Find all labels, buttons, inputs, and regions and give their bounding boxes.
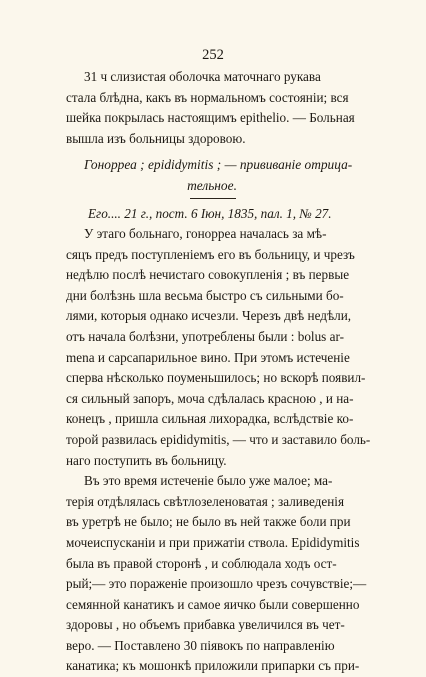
text-line: торой развилась epididymitis, — что и заставило боль- <box>66 431 371 447</box>
text-line: канатика; къ мошонкѣ приложили припарки съ при- <box>66 658 360 674</box>
text-line: веро. — Поставлено 30 піявокъ по направленію <box>66 637 335 653</box>
text-line: недѣлю послѣ нечистаго совокупленія ; въ первые <box>66 267 350 283</box>
text-line: конецъ , пришла сильная лихорадка, вслѣдствіе ко- <box>66 411 354 427</box>
text-line: рый;— это пораженіе произошло чрезъ сочувствіе;— <box>66 576 367 592</box>
case-header <box>88 204 360 225</box>
text-line: шейка покрылась настоящимъ epithelio. — Больная <box>66 110 355 126</box>
text-line: наго поступить въ больницу. <box>66 452 227 468</box>
text-line: была въ правой сторонѣ , и соблюдала ходъ ост- <box>66 555 337 571</box>
text-line: отъ начала болѣзни, употреблены были : bolus ar- <box>66 328 344 344</box>
text-line: терія отдѣлялась свѣтлозеленоватая ; заливеденія <box>66 493 345 509</box>
text-line: мочеиспусканіи и при прижатіи ствола. Epididymitis <box>66 534 360 550</box>
text-line: ся сильный запоръ, моча сдѣлалась красною , и на- <box>66 390 354 406</box>
text-line: mena и сарсапарильное вино. При этомъ истеченіе <box>66 349 350 365</box>
heading-line: тельное. <box>187 177 237 193</box>
text-line: лями, которыя однако исчезли. Черезъ двѣ недѣли, <box>66 308 352 324</box>
case-body <box>66 224 371 677</box>
heading-line: Гонорреа ; epididymitis ; — прививаніе отрица- <box>84 157 353 172</box>
text-line: въ уретрѣ не было; не было въ ней также боли при <box>66 514 351 530</box>
text-line: семянной канатикъ и самое яичко были совершенно <box>66 596 360 612</box>
text-line: Въ это время истеченіе было уже малое; ма- <box>84 473 333 489</box>
intro-paragraph <box>66 67 358 149</box>
text-line: сперва нѣсколько поуменьшилось; но вскорѣ появил- <box>66 370 366 386</box>
section-divider <box>190 198 236 199</box>
text-line: вышла изъ больницы здоровою. <box>66 130 246 146</box>
text-line: стала блѣдна, какъ въ нормальномъ состояніи; вся <box>66 89 349 105</box>
section-heading <box>66 155 358 196</box>
text-line: здоровы , но объемъ прибавка увеличился въ чет- <box>66 617 345 633</box>
text-line: дни болѣзнь шла весьма быстро съ сильными бо- <box>66 287 344 303</box>
page-number: 252 <box>202 47 224 63</box>
text-line: сяцъ предъ поступленіемъ его въ больницу, и чрезъ <box>66 246 355 262</box>
text-line: 31 ч слизистая оболочка маточнаго рукава <box>84 69 321 84</box>
case-header-line: Его.... 21 г., пост. 6 Iюн, 1835, пал. 1, № 27. <box>88 206 332 221</box>
text-line: У этаго больнаго, гонорреа началась за мѣ- <box>84 226 327 241</box>
